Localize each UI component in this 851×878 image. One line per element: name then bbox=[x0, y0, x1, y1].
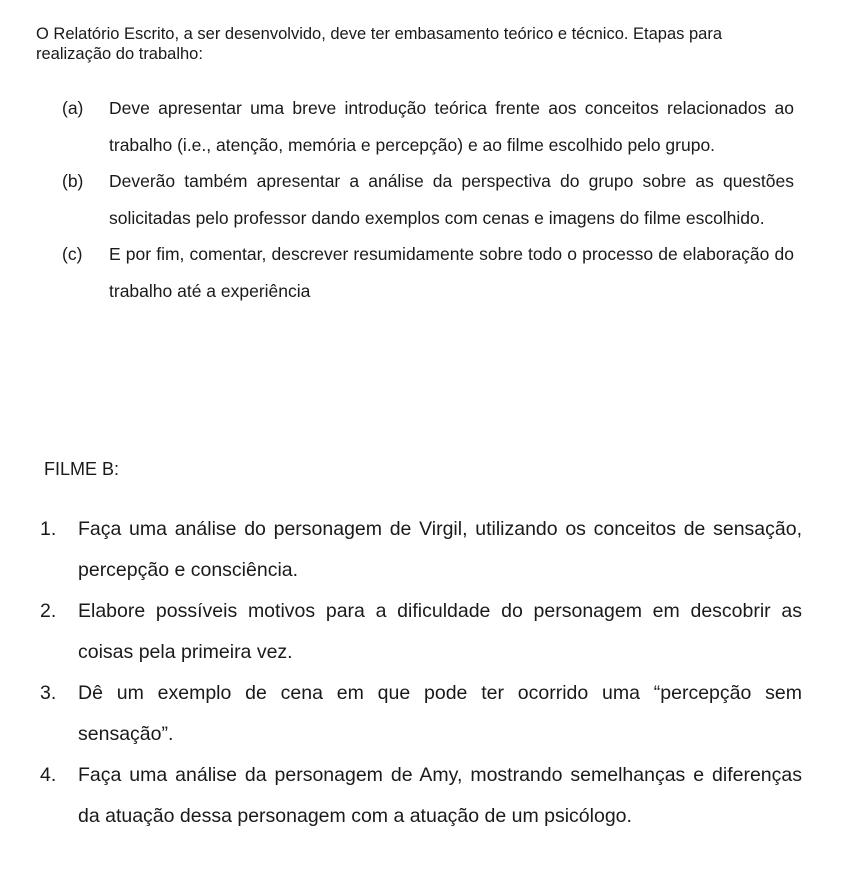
step-marker: (a) bbox=[62, 98, 84, 118]
step-text: Deve apresentar uma breve introdução teórica frente aos conceitos relacionados ao trabalho (i.e., atenção, memória e percepção) e ao filme escolhido pelo grupo. bbox=[109, 98, 794, 155]
intro-paragraph: O Relatório Escrito, a ser desenvolvido, deve ter embasamento teórico e técnico. Etapas para realização do trabalho: bbox=[36, 25, 723, 63]
step-marker: (c) bbox=[62, 244, 83, 264]
section-title: FILME B: bbox=[44, 459, 120, 479]
question-marker: 1. bbox=[40, 518, 57, 540]
step-text: E por fim, comentar, descrever resumidamente sobre todo o processo de elaboração do trabalho até a experiência bbox=[109, 244, 794, 301]
question-item-1 bbox=[40, 509, 802, 591]
step-item-b bbox=[62, 163, 794, 237]
step-item-c bbox=[62, 236, 794, 310]
question-marker: 3. bbox=[40, 682, 57, 704]
question-item-3 bbox=[40, 673, 802, 755]
step-item-a bbox=[62, 90, 794, 164]
question-item-4 bbox=[40, 755, 802, 837]
question-text: Elabore possíveis motivos para a dificuldade do personagem em descobrir as coisas pela primeira vez. bbox=[78, 600, 802, 663]
question-marker: 4. bbox=[40, 764, 57, 786]
question-text: Faça uma análise do personagem de Virgil, utilizando os conceitos de sensação, percepção e consciência. bbox=[78, 518, 802, 581]
question-text: Dê um exemplo de cena em que pode ter ocorrido uma “percepção sem sensação”. bbox=[78, 682, 802, 745]
question-text: Faça uma análise da personagem de Amy, mostrando semelhanças e diferenças da atuação dessa personagem com a atuação de um psicólogo. bbox=[78, 764, 802, 827]
question-marker: 2. bbox=[40, 600, 57, 622]
step-marker: (b) bbox=[62, 171, 84, 191]
question-item-2 bbox=[40, 591, 802, 673]
step-text: Deverão também apresentar a análise da perspectiva do grupo sobre as questões solicitadas pelo professor dando exemplos com cenas e imagens do filme escolhido. bbox=[109, 171, 794, 228]
steps-list bbox=[62, 90, 794, 309]
questions-list bbox=[40, 509, 802, 837]
